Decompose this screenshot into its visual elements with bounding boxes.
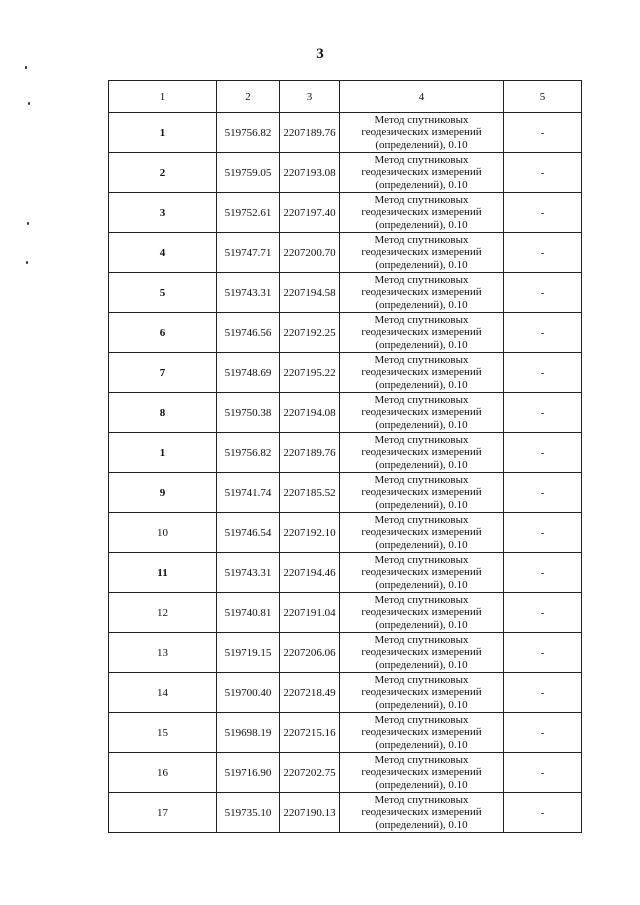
- coordinates-table: [108, 80, 582, 833]
- note-cell: -: [504, 793, 582, 833]
- point-number-cell: 3: [109, 193, 217, 233]
- x-coordinate-cell: 519741.74: [217, 473, 280, 513]
- method-cell: Метод спутниковых геодезических измерений (определений), 0.10: [340, 593, 504, 633]
- point-number-cell: 8: [109, 393, 217, 433]
- note-cell: -: [504, 273, 582, 313]
- table-row: [109, 153, 582, 193]
- table-row: [109, 633, 582, 673]
- point-number-cell: 14: [109, 673, 217, 713]
- method-cell: Метод спутниковых геодезических измерений (определений), 0.10: [340, 233, 504, 273]
- x-coordinate-cell: 519746.56: [217, 313, 280, 353]
- x-coordinate-cell: 519735.10: [217, 793, 280, 833]
- point-number-cell: 1: [109, 433, 217, 473]
- table-row: [109, 473, 582, 513]
- note-cell: -: [504, 153, 582, 193]
- note-cell: -: [504, 193, 582, 233]
- x-coordinate-cell: 519719.15: [217, 633, 280, 673]
- y-coordinate-cell: 2207193.08: [280, 153, 340, 193]
- method-cell: Метод спутниковых геодезических измерений (определений), 0.10: [340, 713, 504, 753]
- point-number-cell: 1: [109, 113, 217, 153]
- point-number-cell: 11: [109, 553, 217, 593]
- y-coordinate-cell: 2207194.58: [280, 273, 340, 313]
- table-row: [109, 673, 582, 713]
- x-coordinate-cell: 519748.69: [217, 353, 280, 393]
- note-cell: -: [504, 713, 582, 753]
- x-coordinate-cell: 519752.61: [217, 193, 280, 233]
- point-number-cell: 4: [109, 233, 217, 273]
- point-number-cell: 13: [109, 633, 217, 673]
- column-header: 5: [504, 81, 582, 113]
- x-coordinate-cell: 519747.71: [217, 233, 280, 273]
- column-header: 1: [109, 81, 217, 113]
- note-cell: -: [504, 633, 582, 673]
- x-coordinate-cell: 519750.38: [217, 393, 280, 433]
- method-cell: Метод спутниковых геодезических измерений (определений), 0.10: [340, 553, 504, 593]
- y-coordinate-cell: 2207215.16: [280, 713, 340, 753]
- table-row: [109, 433, 582, 473]
- table-row: [109, 193, 582, 233]
- method-cell: Метод спутниковых геодезических измерений (определений), 0.10: [340, 393, 504, 433]
- method-cell: Метод спутниковых геодезических измерений (определений), 0.10: [340, 153, 504, 193]
- scan-speck: [27, 222, 29, 225]
- table-row: [109, 513, 582, 553]
- method-cell: Метод спутниковых геодезических измерений (определений), 0.10: [340, 673, 504, 713]
- y-coordinate-cell: 2207191.04: [280, 593, 340, 633]
- note-cell: -: [504, 473, 582, 513]
- y-coordinate-cell: 2207192.10: [280, 513, 340, 553]
- note-cell: -: [504, 353, 582, 393]
- x-coordinate-cell: 519759.05: [217, 153, 280, 193]
- column-header: 4: [340, 81, 504, 113]
- point-number-cell: 12: [109, 593, 217, 633]
- column-header: 3: [280, 81, 340, 113]
- point-number-cell: 15: [109, 713, 217, 753]
- table-row: [109, 753, 582, 793]
- table-header-row: [109, 81, 582, 113]
- x-coordinate-cell: 519700.40: [217, 673, 280, 713]
- y-coordinate-cell: 2207194.46: [280, 553, 340, 593]
- method-cell: Метод спутниковых геодезических измерений (определений), 0.10: [340, 793, 504, 833]
- y-coordinate-cell: 2207189.76: [280, 113, 340, 153]
- note-cell: -: [504, 393, 582, 433]
- scan-speck: [25, 66, 27, 69]
- point-number-cell: 9: [109, 473, 217, 513]
- scan-edge: [0, 892, 640, 905]
- point-number-cell: 17: [109, 793, 217, 833]
- note-cell: -: [504, 233, 582, 273]
- table-row: [109, 553, 582, 593]
- y-coordinate-cell: 2207218.49: [280, 673, 340, 713]
- method-cell: Метод спутниковых геодезических измерений (определений), 0.10: [340, 753, 504, 793]
- x-coordinate-cell: 519756.82: [217, 433, 280, 473]
- scan-speck: [26, 261, 28, 264]
- method-cell: Метод спутниковых геодезических измерений (определений), 0.10: [340, 313, 504, 353]
- point-number-cell: 7: [109, 353, 217, 393]
- note-cell: -: [504, 553, 582, 593]
- y-coordinate-cell: 2207195.22: [280, 353, 340, 393]
- table-row: [109, 353, 582, 393]
- method-cell: Метод спутниковых геодезических измерений (определений), 0.10: [340, 113, 504, 153]
- column-header: 2: [217, 81, 280, 113]
- table-row: [109, 273, 582, 313]
- x-coordinate-cell: 519743.31: [217, 273, 280, 313]
- point-number-cell: 5: [109, 273, 217, 313]
- y-coordinate-cell: 2207185.52: [280, 473, 340, 513]
- note-cell: -: [504, 753, 582, 793]
- scan-speck: [28, 102, 30, 105]
- y-coordinate-cell: 2207197.40: [280, 193, 340, 233]
- y-coordinate-cell: 2207200.70: [280, 233, 340, 273]
- x-coordinate-cell: 519698.19: [217, 713, 280, 753]
- method-cell: Метод спутниковых геодезических измерений (определений), 0.10: [340, 433, 504, 473]
- y-coordinate-cell: 2207206.06: [280, 633, 340, 673]
- method-cell: Метод спутниковых геодезических измерений (определений), 0.10: [340, 273, 504, 313]
- method-cell: Метод спутниковых геодезических измерений (определений), 0.10: [340, 353, 504, 393]
- method-cell: Метод спутниковых геодезических измерений (определений), 0.10: [340, 473, 504, 513]
- x-coordinate-cell: 519756.82: [217, 113, 280, 153]
- table-row: [109, 593, 582, 633]
- table-row: [109, 313, 582, 353]
- note-cell: -: [504, 433, 582, 473]
- method-cell: Метод спутниковых геодезических измерений (определений), 0.10: [340, 193, 504, 233]
- note-cell: -: [504, 513, 582, 553]
- table-row: [109, 113, 582, 153]
- point-number-cell: 10: [109, 513, 217, 553]
- table-row: [109, 393, 582, 433]
- x-coordinate-cell: 519746.54: [217, 513, 280, 553]
- y-coordinate-cell: 2207192.25: [280, 313, 340, 353]
- y-coordinate-cell: 2207194.08: [280, 393, 340, 433]
- y-coordinate-cell: 2207202.75: [280, 753, 340, 793]
- note-cell: -: [504, 313, 582, 353]
- point-number-cell: 2: [109, 153, 217, 193]
- table-row: [109, 233, 582, 273]
- x-coordinate-cell: 519716.90: [217, 753, 280, 793]
- x-coordinate-cell: 519743.31: [217, 553, 280, 593]
- table-row: [109, 793, 582, 833]
- point-number-cell: 16: [109, 753, 217, 793]
- table-body: [109, 113, 582, 833]
- page-number: 3: [316, 46, 324, 62]
- y-coordinate-cell: 2207190.13: [280, 793, 340, 833]
- y-coordinate-cell: 2207189.76: [280, 433, 340, 473]
- method-cell: Метод спутниковых геодезических измерений (определений), 0.10: [340, 633, 504, 673]
- x-coordinate-cell: 519740.81: [217, 593, 280, 633]
- note-cell: -: [504, 593, 582, 633]
- method-cell: Метод спутниковых геодезических измерений (определений), 0.10: [340, 513, 504, 553]
- point-number-cell: 6: [109, 313, 217, 353]
- note-cell: -: [504, 673, 582, 713]
- note-cell: -: [504, 113, 582, 153]
- table-row: [109, 713, 582, 753]
